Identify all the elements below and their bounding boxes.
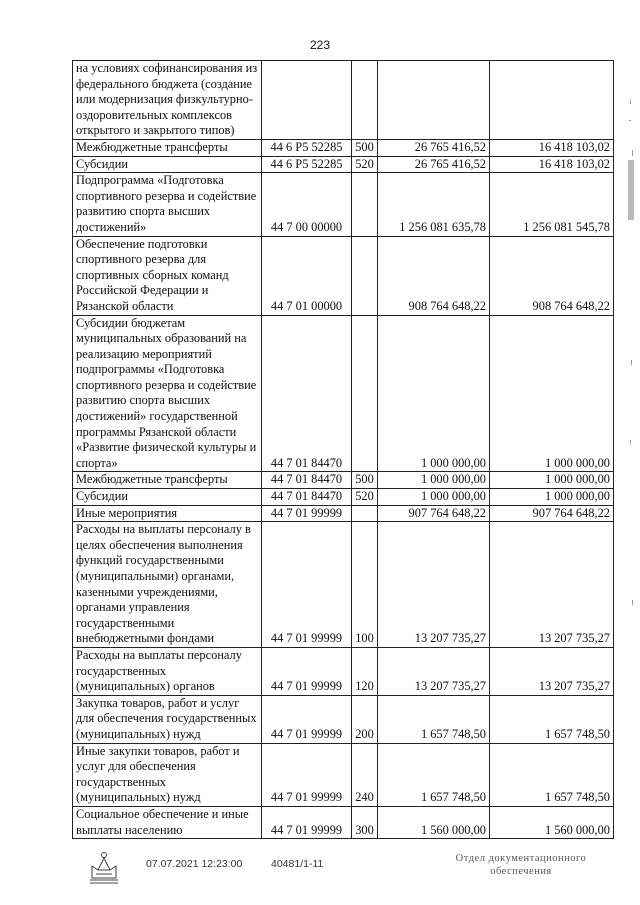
row-sum-2: 16 418 103,02 [490,139,614,156]
row-sum-1: 13 207 735,27 [378,522,490,648]
row-sum-1: 907 764 648,22 [378,505,490,522]
row-sum-1: 908 764 648,22 [378,236,490,315]
table-row [73,173,614,236]
row-code: 44 7 00 00000 [262,173,352,236]
row-expense-type: 300 [352,806,378,838]
row-expense-type: 520 [352,489,378,506]
row-code: 44 7 01 00000 [262,236,352,315]
row-expense-type [352,505,378,522]
row-expense-type: 520 [352,156,378,173]
row-code: 44 7 01 99999 [262,743,352,806]
row-name: на условиях софинансирования из федерального бюджета (создание или модернизация физкультурно-оздоровительных комплексов открытого и закрытого типов) [73,61,262,140]
budget-table [72,60,614,839]
row-sum-2: 1 000 000,00 [490,315,614,472]
row-name: Закупка товаров, работ и услуг для обеспечения государственных (муниципальных) нужд [73,695,262,743]
table-row [73,236,614,315]
row-sum-2: 908 764 648,22 [490,236,614,315]
page-number: 223 [309,38,331,52]
row-code: 44 7 01 99999 [262,647,352,695]
row-name: Субсидии [73,489,262,506]
row-code: 44 7 01 99999 [262,522,352,648]
footer-reg-number: 40481/1-11 [271,858,324,870]
table-row [73,472,614,489]
row-sum-2: 1 657 748,50 [490,695,614,743]
row-code: 44 7 01 84470 [262,472,352,489]
row-expense-type: 200 [352,695,378,743]
row-expense-type: 240 [352,743,378,806]
row-expense-type: 120 [352,647,378,695]
row-expense-type [352,315,378,472]
table-row [73,695,614,743]
row-expense-type: 500 [352,139,378,156]
row-name: Субсидии бюджетам муниципальных образований на реализацию мероприятий подпрограммы «Подготовка спортивного резерва и содействие развитию спорта высших достижений» государственной программы Рязанской области «Развитие физической культуры и спорта» [73,315,262,472]
row-sum-1: 13 207 735,27 [378,647,490,695]
row-sum-2 [490,61,614,140]
row-sum-1: 26 765 416,52 [378,139,490,156]
row-sum-2: 1 657 748,50 [490,743,614,806]
row-code: 44 7 01 84470 [262,315,352,472]
row-name: Иные закупки товаров, работ и услуг для обеспечения государственных (муниципальных) нужд [73,743,262,806]
row-sum-1 [378,61,490,140]
row-sum-1: 1 256 081 635,78 [378,173,490,236]
row-sum-2: 1 256 081 545,78 [490,173,614,236]
row-expense-type [352,173,378,236]
stamp-line-2: обеспечения [490,866,552,877]
stamp-line-1: Отдел документационного [455,853,587,864]
row-name: Иные мероприятия [73,505,262,522]
row-sum-2: 1 000 000,00 [490,472,614,489]
table-row [73,522,614,648]
row-name: Социальное обеспечение и иные выплаты населению [73,806,262,838]
row-sum-1: 1 657 748,50 [378,743,490,806]
row-sum-1: 26 765 416,52 [378,156,490,173]
table-row [73,743,614,806]
table-row [73,647,614,695]
row-expense-type: 500 [352,472,378,489]
row-name: Подпрограмма «Подготовка спортивного резерва и содействие развитию спорта высших достижений» [73,173,262,236]
row-code: 44 6 P5 52285 [262,156,352,173]
row-code [262,61,352,140]
row-expense-type [352,236,378,315]
row-sum-2: 1 000 000,00 [490,489,614,506]
row-sum-1: 1 000 000,00 [378,489,490,506]
row-sum-1: 1 000 000,00 [378,472,490,489]
row-sum-1: 1 000 000,00 [378,315,490,472]
table-row [73,315,614,472]
row-sum-2: 13 207 735,27 [490,647,614,695]
row-name: Межбюджетные трансферты [73,472,262,489]
row-name: Расходы на выплаты персоналу в целях обеспечения выполнения функций государственными (муниципальными) органами, казенными учреждениями, органами управления государственными внебюджетными фондами [73,522,262,648]
row-sum-1: 1 657 748,50 [378,695,490,743]
row-name: Субсидии [73,156,262,173]
table-row [73,806,614,838]
row-sum-1: 1 560 000,00 [378,806,490,838]
table-row [73,156,614,173]
row-name: Обеспечение подготовки спортивного резерва для спортивных сборных команд Российской Федерации и Рязанской области [73,236,262,315]
row-expense-type [352,61,378,140]
row-code: 44 7 01 99999 [262,695,352,743]
row-sum-2: 907 764 648,22 [490,505,614,522]
scan-edge-marks [626,60,636,860]
footer-datetime: 07.07.2021 12:23:00 [146,858,243,870]
row-sum-2: 16 418 103,02 [490,156,614,173]
department-stamp [436,852,606,878]
page-footer [0,846,640,896]
row-name: Межбюджетные трансферты [73,139,262,156]
table-row [73,489,614,506]
row-code: 44 7 01 99999 [262,505,352,522]
row-code: 44 6 P5 52285 [262,139,352,156]
row-sum-2: 1 560 000,00 [490,806,614,838]
row-sum-2: 13 207 735,27 [490,522,614,648]
table-row [73,505,614,522]
budget-table-body [73,61,614,839]
row-code: 44 7 01 99999 [262,806,352,838]
row-expense-type: 100 [352,522,378,648]
table-row [73,61,614,140]
table-row [73,139,614,156]
row-name: Расходы на выплаты персоналу государственных (муниципальных) органов [73,647,262,695]
row-code: 44 7 01 84470 [262,489,352,506]
crown-emblem-icon [86,848,122,891]
